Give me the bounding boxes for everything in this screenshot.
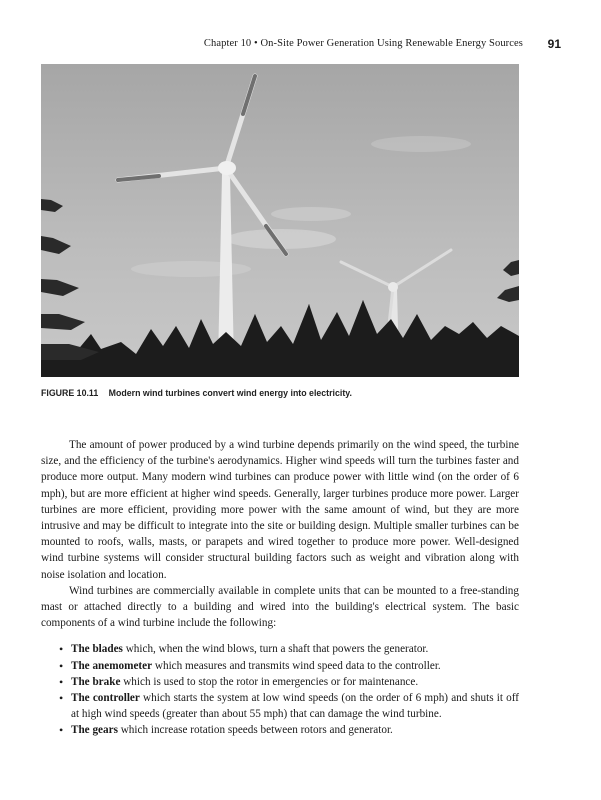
figure-caption-text: Modern wind turbines convert wind energy into electricity. xyxy=(108,388,352,398)
bullet-icon: • xyxy=(59,658,64,673)
bullet-icon: • xyxy=(59,642,64,657)
bullet-icon: • xyxy=(59,723,64,738)
page-header xyxy=(0,38,601,54)
list-item xyxy=(41,674,519,690)
bullet-icon: • xyxy=(59,691,64,706)
body-text xyxy=(41,437,519,739)
figure-caption xyxy=(41,388,561,398)
wind-turbine-photo xyxy=(41,64,519,377)
list-item xyxy=(41,641,519,657)
paragraph: Wind turbines are commercially available in complete units that can be mounted to a free-standing mast or attached directly to a building and wired into the building's electrical system. The basic components of a wind turbine include the following: xyxy=(41,584,519,630)
list-item-text: which starts the system at low wind speeds (on the order of 6 mph) and shuts it off at high wind speeds (greater than about 55 mph) that can damage the wind turbine. xyxy=(71,692,519,721)
component-list xyxy=(41,641,519,738)
paragraph: The amount of power produced by a wind turbine depends primarily on the wind speed, the turbine size, and the efficiency of the turbine's aerodynamics. Higher wind speeds will turn the turbines faster and produce more output. Many modern wind turbines can produce power with little wind (on the order of 6 mph), but are more efficient at higher wind speeds. Generally, larger turbines produce more power. Larger turbines are more efficient, providing more power with the same amount of wind, but they are more intrusive and may be difficult to integrate into the site or building design. Multiple smaller turbines can be mounted to roofs, walls, masts, or parapets and wired together to produce more power. Well-designed wind turbine systems will consider structural building factors such as weight and vibration along with noise isolation and location. xyxy=(41,439,519,581)
list-item-term: The gears xyxy=(71,724,118,737)
list-item-term: The controller xyxy=(71,692,140,705)
list-item xyxy=(41,722,519,738)
list-item-text: which, when the wind blows, turn a shaft that powers the generator. xyxy=(122,643,429,656)
bullet-icon: • xyxy=(59,674,64,689)
list-item-term: The brake xyxy=(71,675,121,688)
list-item-text: which measures and transmits wind speed data to the controller. xyxy=(152,659,441,672)
list-item xyxy=(41,658,519,674)
page-number: 91 xyxy=(547,37,561,51)
list-item-text: which increase rotation speeds between rotors and generator. xyxy=(117,724,393,737)
list-item-text: which is used to stop the rotor in emergencies or for maintenance. xyxy=(120,675,419,688)
list-item-term: The anemometer xyxy=(71,659,153,672)
list-item-term: The blades xyxy=(71,643,123,656)
figure-label: FIGURE 10.11 xyxy=(41,388,99,398)
list-item xyxy=(41,690,519,722)
running-head: Chapter 10 • On-Site Power Generation Using Renewable Energy Sources xyxy=(203,38,523,49)
